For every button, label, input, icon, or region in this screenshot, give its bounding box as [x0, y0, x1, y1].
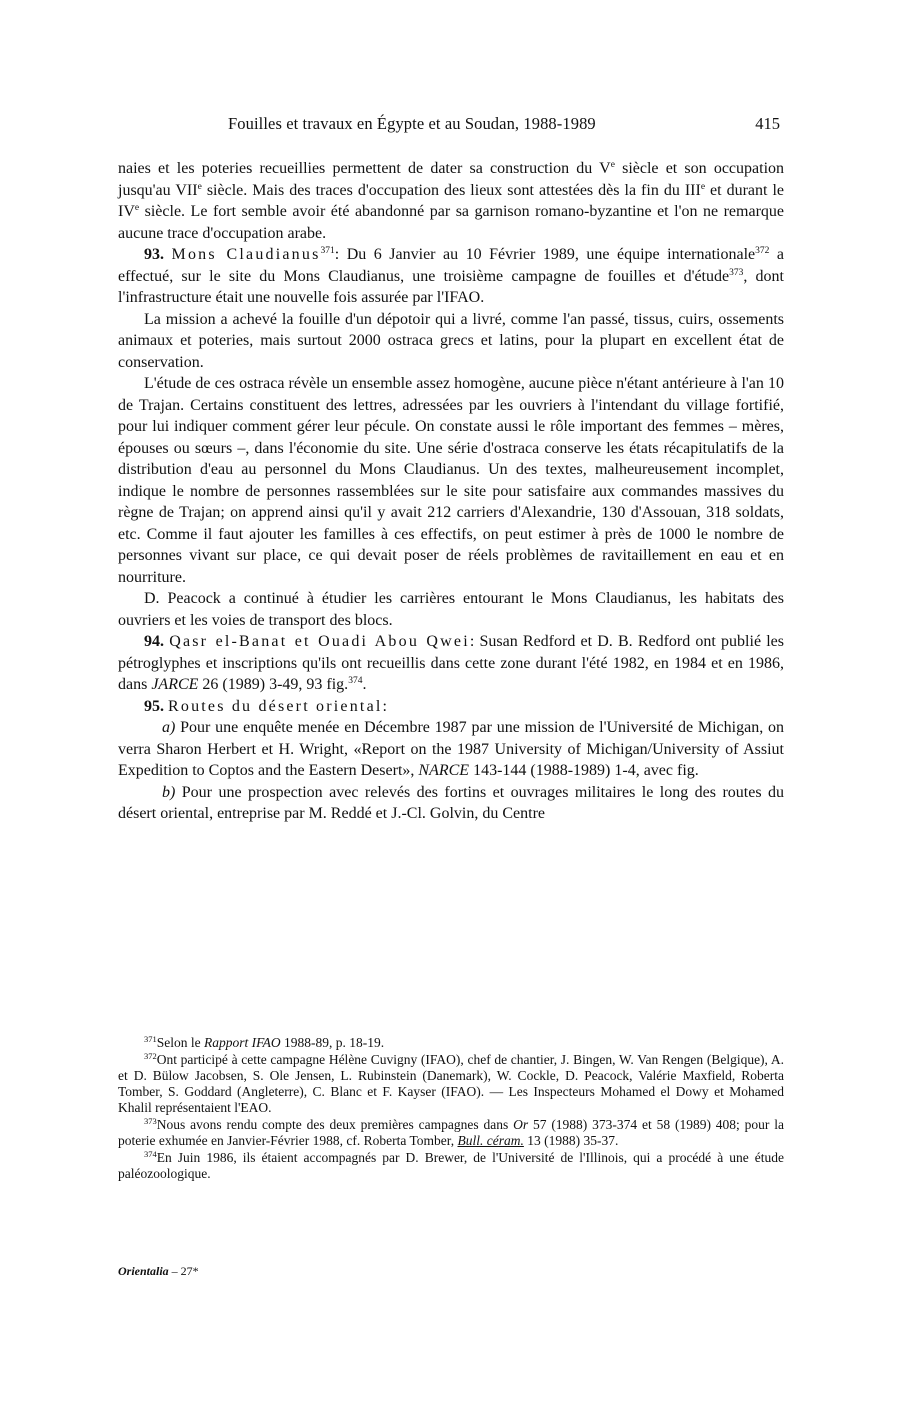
- section-number: 94.: [144, 633, 164, 650]
- footnote-ref: 371: [320, 246, 335, 256]
- running-header: [118, 114, 784, 136]
- paragraph: L'étude de ces ostraca révèle un ensemble assez homogène, aucune pièce n'étant antérieure à l'an 10 de Trajan. Certains constituent des lettres, adressées par les ouvriers à l'intendant du village fortifié, pour lui indiquer comment gérer leur pécule. On constate aussi le rôle important des femmes – mères, épouses ou sœurs –, dans l'économie du site. Une série d'ostraca conserve les états récapitulatifs de la distribution d'eau au personnel du Mons Claudianus. Un des textes, malheureusement incomplet, indique le nombre de personnes rassemblées sur le site pour satisfaire aux commandes massives du règne de Trajan; on apprend ainsi qu'il y avait 212 carriers d'Alexandrie, 130 d'Assouan, 318 soldats, etc. Comme il faut ajouter les familles à ces effectifs, on peut estimer à près de 1000 le nombre de personnes vivant sur place, ce qui devait poser de réels problèmes de ravitaillement en eau et en nourriture.: [118, 375, 784, 586]
- section-93: 93. Mons Claudianus$^{371}$: Du 6 Janvier au 10 Février 1989, une équipe internationale$^{372}$ a effectué, sur le site du Mons Claudianus, une troisième campagne de fouilles et d'étude$^{373}$, dont l'infrastructure était une nouvelle fois assurée par l'IFAO.: [118, 246, 785, 306]
- journal-signature: Orientalia: [118, 1264, 169, 1278]
- paragraph-continuation: naies et les poteries recueillies permettent de dater sa construction du Ve siècle et son occupation jusqu'au VIIe siècle. Mais des traces d'occupation des lieux sont attestées dès la fin du IIIe et durant le IVe siècle. Le fort semble avoir été abandonné par sa garnison romano-byzantine et l'on ne remarque aucune trace d'occupation arabe.: [118, 160, 785, 242]
- page-number: 415: [755, 114, 780, 133]
- footnote-ref: 372: [755, 246, 770, 256]
- paragraph-a: a) Pour une enquête menée en Décembre 1987 par une mission de l'Université de Michigan, on verra Sharon Herbert et H. Wright, «Report on the 1987 University of Michigan/University of Assiut Expedition to Coptos and the Eastern Desert», NARCE 143-144 (1988-1989) 1-4, avec fig.: [118, 719, 784, 779]
- section-95: 95. Routes du désert oriental:: [144, 697, 390, 715]
- section-number: 95.: [144, 697, 164, 715]
- journal-title: JARCE: [151, 676, 199, 693]
- footnote-ref: 374: [348, 676, 363, 686]
- footnote-374: $^{374}$En Juin 1986, ils étaient accompagnés par D. Brewer, de l'Université de l'Illinois, qui a procédé à une étude paléozoologique.: [118, 1149, 784, 1181]
- section-heading: Mons Claudianus: [171, 246, 321, 263]
- page: [118, 114, 784, 825]
- gathering-mark: – 27*: [168, 1264, 199, 1278]
- footnote-373: $^{373}$Nous avons rendu compte des deux premières campagnes dans Or 57 (1988) 373-374 et 58 (1989) 408; pour la poterie exhumée en Janvier-Février 1988, cf. Roberta Tomber, Bull. céram. 13 (1988) 35-37.: [118, 1116, 784, 1148]
- page-footer: [118, 1264, 199, 1279]
- footnotes: [118, 1035, 784, 1183]
- footnote-ref: 373: [729, 267, 744, 278]
- section-number: 93.: [144, 246, 164, 263]
- footnote-371: $^{371}$Selon le Rapport IFAO 1988-89, p. 18-19.: [144, 1034, 385, 1050]
- section-heading: Qasr el-Banat et Ouadi Abou Qwei: [169, 633, 470, 650]
- footnote-372: $^{372}$Ont participé à cette campagne Hélène Cuvigny (IFAO), chef de chantier, J. Bingen, W. Van Rengen (Belgique), A. et D. Bülow Jacobsen, S. Ole Jensen, L. Rubinstein (Danemark), W. Cockle, D. Peacock, Valérie Maxfield, Roberta Tomber, S. Goddard (Angleterre), C. Blanc et F. Kayser (IFAO). — Les Inspecteurs Mohamed el Dowy et Mohamed Khalil représentaient l'EAO.: [118, 1051, 784, 1115]
- section-94: 94. Qasr el-Banat et Ouadi Abou Qwei: Susan Redford et D. B. Redford ont publié les pétroglyphes et inscriptions qu'ils ont recueillis dans cette zone durant l'été 1982, en 1984 et en 1986, dans JARCE 26 (1989) 3-49, 93 fig.$^{374}$.: [118, 633, 785, 693]
- paragraph: La mission a achevé la fouille d'un dépotoir qui a livré, comme l'an passé, tissus, cuirs, ossements animaux et poteries, mais surtout 2000 ostraca grecs et latins, pour la plupart en excellent état de conservation.: [118, 310, 784, 371]
- paragraph: D. Peacock a continué à étudier les carrières entourant le Mons Claudianus, les habitats des ouvriers et les voies de transport des blocs.: [118, 590, 784, 629]
- section-heading: Routes du désert oriental: [168, 697, 383, 715]
- paragraph-b: b) Pour une prospection avec relevés des fortins et ouvrages militaires le long des routes du désert oriental, entreprise par M. Reddé et J.-Cl. Golvin, du Centre: [118, 783, 784, 822]
- journal-title: NARCE: [418, 762, 470, 779]
- main-text: [118, 158, 784, 825]
- running-title: Fouilles et travaux en Égypte et au Soudan, 1988-1989: [228, 114, 596, 133]
